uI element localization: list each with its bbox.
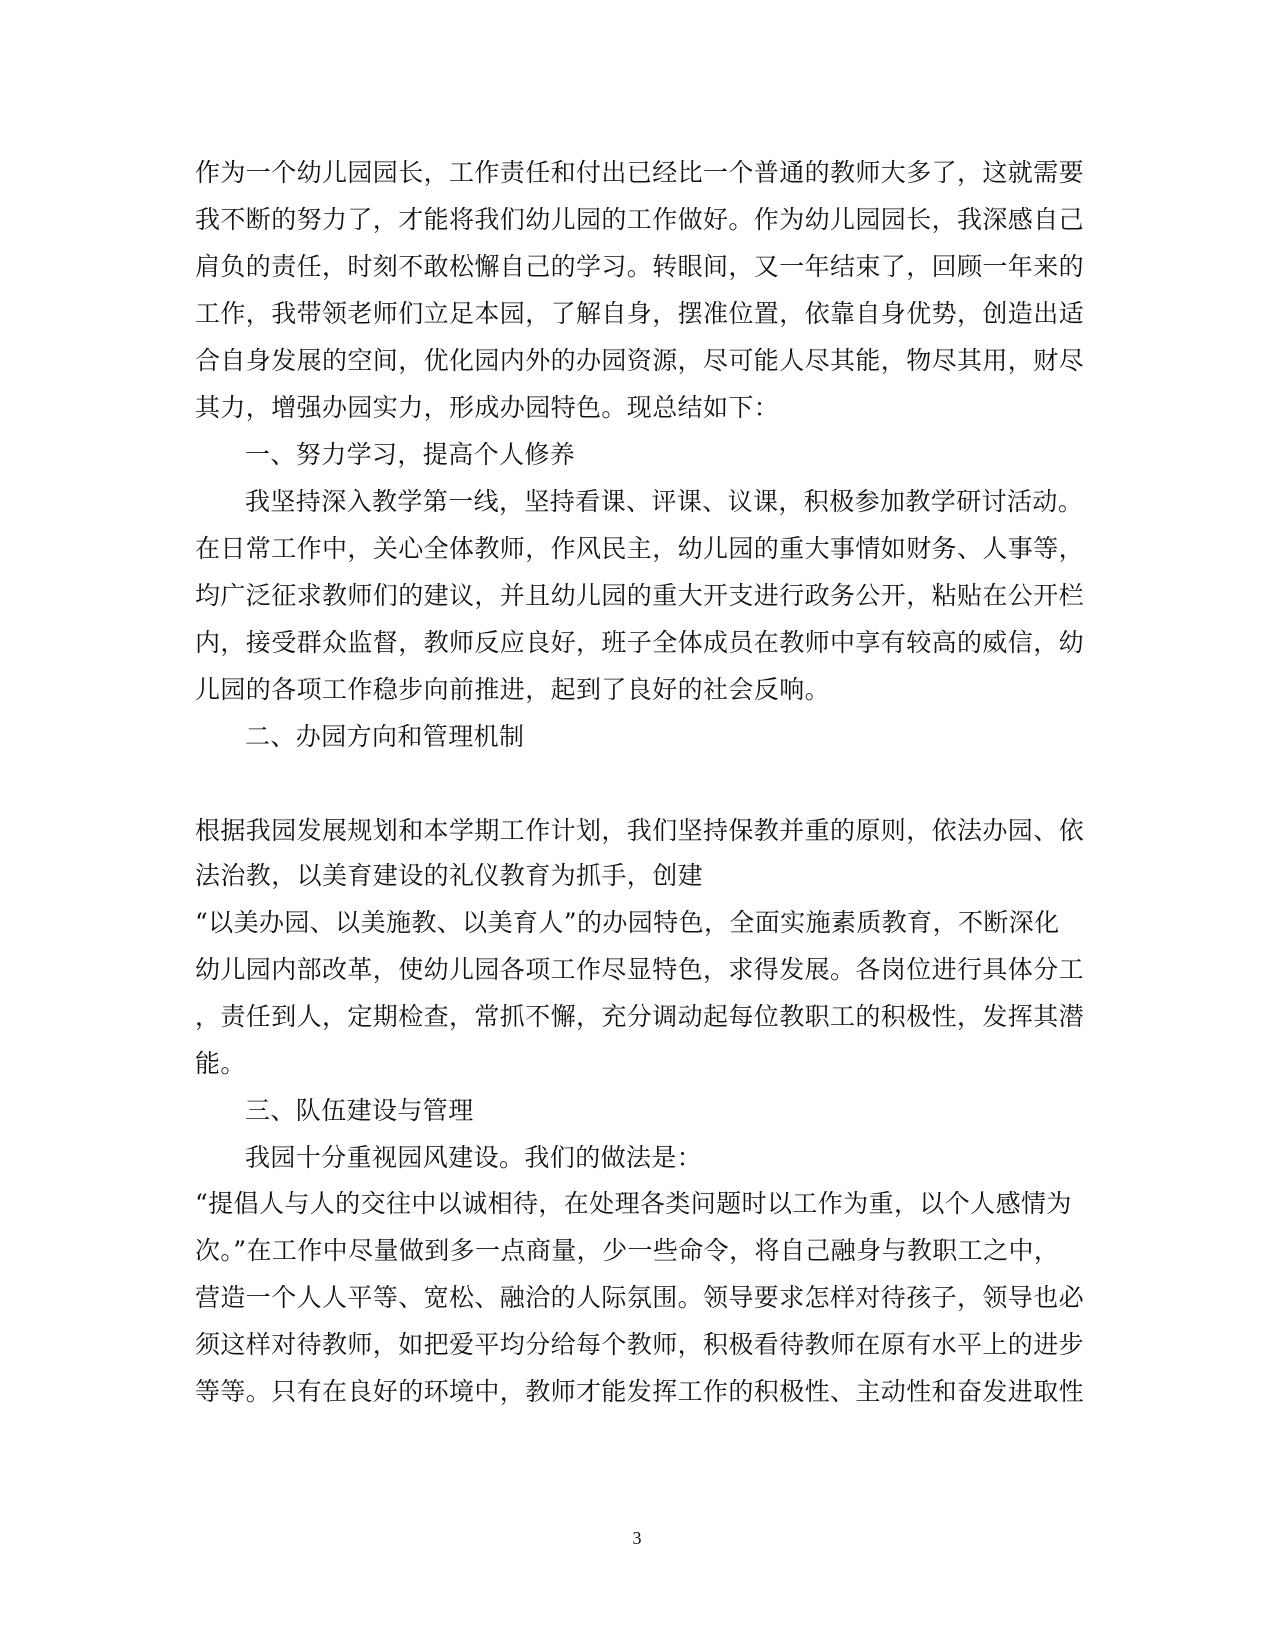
- section-heading-3: 三、队伍建设与管理: [245, 1096, 474, 1125]
- intro-line-6: 其力，增强办园实力，形成办园特色。现总结如下：: [195, 393, 780, 422]
- section2-line-2: 法治教，以美育建设的礼仪教育为抓手，创建: [195, 861, 704, 890]
- section1-line-2: 在日常工作中，关心全体教师，作风民主，幼儿园的重大事情如财务、人事等，: [195, 534, 1085, 563]
- intro-line-4: 工作，我带领老师们立足本园，了解自身，摆准位置，依靠自身优势，创造出适: [195, 299, 1085, 328]
- section1-line-5: 儿园的各项工作稳步向前推进，起到了良好的社会反响。: [195, 675, 831, 704]
- section3-line-3: 次。”在工作中尽量做到多一点商量，少一些命令，将自己融身与教职工之中，: [195, 1236, 1060, 1265]
- section1-line-1: 我坚持深入教学第一线，坚持看课、评课、议课，积极参加教学研讨活动。: [245, 487, 1084, 516]
- intro-line-2: 我不断的努力了，才能将我们幼儿园的工作做好。作为幼儿园园长，我深感自己: [195, 205, 1085, 234]
- section3-line-1: 我园十分重视园风建设。我们的做法是：: [245, 1143, 703, 1172]
- section2-line-3: “以美办园、以美施教、以美育人”的办园特色，全面实施素质教育，不断深化: [195, 908, 1060, 937]
- section1-line-4: 内，接受群众监督，教师反应良好，班子全体成员在教师中享有较高的威信，幼: [195, 628, 1085, 657]
- section-heading-1: 一、努力学习，提高个人修养: [245, 440, 576, 469]
- section2-line-1: 根据我园发展规划和本学期工作计划，我们坚持保教并重的原则，依法办园、依: [195, 816, 1085, 845]
- section2-line-6: 能。: [195, 1049, 246, 1078]
- intro-line-3: 肩负的责任，时刻不敢松懈自己的学习。转眼间，又一年结束了，回顾一年来的: [195, 252, 1085, 281]
- section3-line-4: 营造一个人人平等、宽松、融洽的人际氛围。领导要求怎样对待孩子，领导也必: [195, 1283, 1085, 1312]
- page-number: 3: [632, 1528, 642, 1548]
- section1-line-3: 均广泛征求教师们的建议，并且幼儿园的重大开支进行政务公开，粘贴在公开栏: [195, 581, 1085, 610]
- section3-line-6: 等等。只有在良好的环境中，教师才能发挥工作的积极性、主动性和奋发进取性: [195, 1377, 1085, 1406]
- intro-line-1: 作为一个幼儿园园长，工作责任和付出已经比一个普通的教师大多了，这就需要: [195, 158, 1085, 187]
- section2-line-4: 幼儿园内部改革，使幼儿园各项工作尽显特色，求得发展。各岗位进行具体分工: [195, 955, 1085, 984]
- section3-line-2: “提倡人与人的交往中以诚相待，在处理各类问题时以工作为重，以个人感情为: [195, 1189, 1072, 1218]
- intro-line-5: 合自身发展的空间，优化园内外的办园资源，尽可能人尽其能，物尽其用，财尽: [195, 346, 1085, 375]
- section-heading-2: 二、办园方向和管理机制: [245, 722, 525, 751]
- section2-line-5: ，责任到人，定期检查，常抓不懈，充分调动起每位教职工的积极性，发挥其潜: [195, 1002, 1085, 1031]
- section3-line-5: 须这样对待教师，如把爱平均分给每个教师，积极看待教师在原有水平上的进步: [195, 1330, 1085, 1359]
